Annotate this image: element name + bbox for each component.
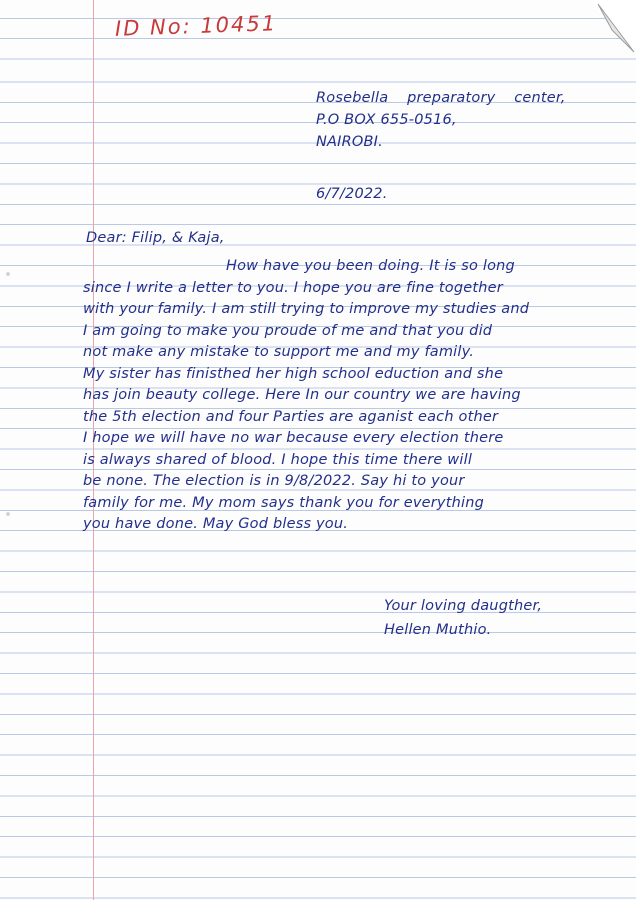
body-line: is always shared of blood. I hope this time there will — [83, 451, 473, 468]
body-line: with your family. I am still trying to improve my studies and — [83, 301, 530, 317]
id-number: ID No: 10451 — [114, 11, 278, 41]
body-line: I am going to make you proude of me and that you did — [83, 322, 493, 339]
body-line: How have you been doing. It is so long — [226, 258, 515, 274]
salutation: Dear: Filip, & Kaja, — [86, 230, 225, 246]
address-line: Rosebella preparatory center, — [316, 90, 566, 106]
address-line: NAIROBI. — [316, 134, 383, 150]
body-line: has join beauty college. Here In our country we are having — [83, 387, 521, 403]
sign-off — [384, 596, 542, 644]
punch-hole — [6, 272, 10, 276]
body-line: I hope we will have no war because every election there — [83, 430, 504, 446]
folded-corner — [590, 0, 636, 56]
address-line: P.O BOX 655-0516, — [316, 112, 457, 128]
letter-date: 6/7/2022. — [316, 186, 388, 202]
signature: Hellen Muthio. — [384, 622, 492, 638]
body-line: My sister has finisthed her high school eduction and she — [83, 365, 504, 382]
letter-body — [83, 256, 631, 536]
body-line: the 5th election and four Parties are aganist each other — [83, 408, 499, 425]
body-line: you have done. May God bless you. — [83, 516, 349, 532]
sender-address — [316, 88, 566, 154]
body-line: family for me. My mom says thank you for everything — [83, 494, 485, 511]
body-line: since I write a letter to you. I hope you are fine together — [83, 279, 503, 296]
punch-hole — [6, 512, 10, 516]
body-line: be none. The election is in 9/8/2022. Say hi to your — [83, 473, 465, 489]
closing-line: Your loving daugther, — [384, 598, 543, 614]
body-line: not make any mistake to support me and my family. — [83, 344, 475, 360]
